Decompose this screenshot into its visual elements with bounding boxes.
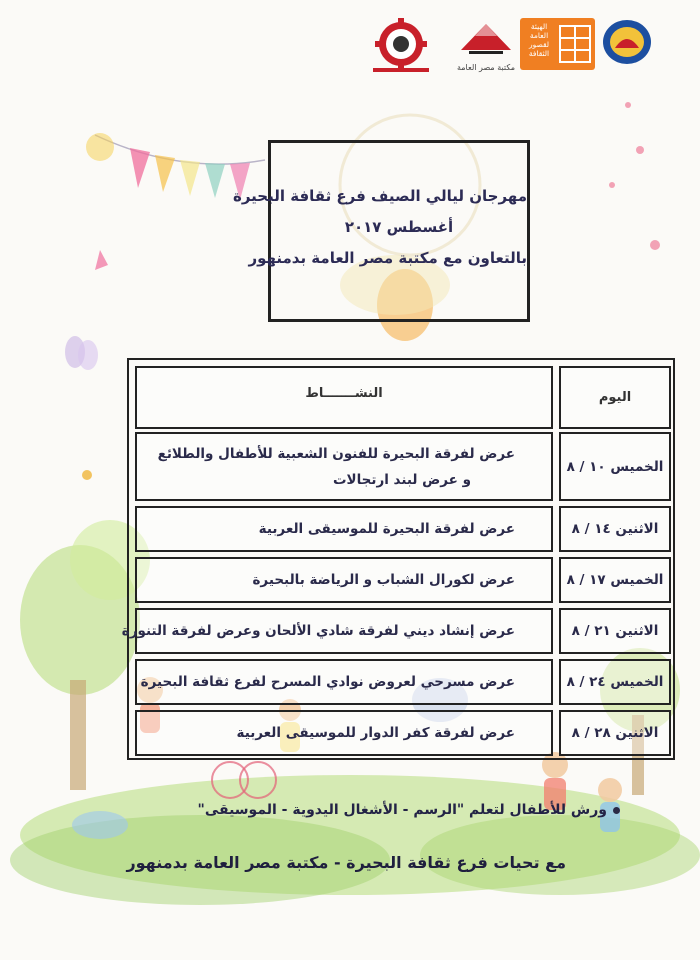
table-row [135,710,671,756]
workshops-text: ورش للأطفال لتعلم "الرسم - الأشغال اليدوية - الموسيقى" [197,802,607,818]
activity-text: عرض لفرقة البحيرة للفنون الشعبية للأطفال والطلائع [157,445,515,462]
activity-cell [135,710,553,756]
festival-partner: بالتعاون مع مكتبة مصر العامة بدمنهور [248,249,527,267]
day-text: الاثنين ١٤ / ٨ [571,521,659,537]
header-activity-label: النشـــــــاط [305,386,383,401]
bullet-icon [613,807,620,814]
activity-cell [135,506,553,552]
day-cell [559,557,671,603]
header-activity-cell [135,366,553,429]
culture-authority-logo [520,18,595,70]
day-text: الخميس ٢٤ / ٨ [566,674,664,690]
culture-authority-text: الهيئة العامة لقصور الثقافة [528,22,550,58]
table-row [135,557,671,603]
activity-text: عرض إنشاد ديني لفرقة شادي الألحان وعرض لفرقة التنورة [121,623,515,639]
governorate-emblem-logo [601,18,653,66]
gear-seal-logo [365,18,435,74]
greeting-line: مع تحيات فرع ثقافة البحيرة - مكتبة مصر العامة بدمنهور [126,853,566,872]
table-row [121,608,671,654]
building-icon [520,18,595,70]
day-cell [559,710,671,756]
table-row [135,506,671,552]
activity-cell [135,659,553,705]
day-text: الخميس ١٧ / ٨ [566,572,664,588]
day-text: الاثنين ٢١ / ٨ [571,623,659,639]
day-cell [559,659,671,705]
festival-title-box [232,140,530,322]
activity-text-line2: و عرض لبند ارتجالات [332,471,471,488]
table-header-row [135,366,671,429]
activity-text: عرض لفرقة كفر الدوار للموسيقى العربية [236,725,515,741]
library-logo-caption: مكتبة مصر العامة [456,63,516,72]
pyramid-icon [447,18,525,58]
schedule-table [121,358,675,760]
header-day-cell [559,366,671,429]
activity-cell [135,557,553,603]
workshops-note [197,802,620,818]
activity-text: عرض مسرحي لعروض نوادي المسرح لفرع ثقافة البحيرة [140,674,515,690]
activity-cell [121,608,553,654]
festival-title: مهرجان ليالي الصيف فرع ثقافة البحيرة [232,187,527,205]
activity-text: عرض لكورال الشباب و الرياضة بالبحيرة [252,572,515,588]
table-row [135,659,671,705]
logo-strip [365,18,655,74]
header-day-label: اليوم [598,390,632,405]
day-text: الاثنين ٢٨ / ٨ [571,725,659,741]
library-logo [447,18,525,74]
day-text: الخميس ١٠ / ٨ [566,458,664,475]
day-cell [559,432,671,501]
day-cell [559,608,671,654]
activity-text: عرض لفرقة البحيرة للموسيقى العربية [258,521,515,537]
day-cell [559,506,671,552]
activity-cell [135,432,553,501]
table-row [135,432,671,501]
festival-date: أغسطس ٢٠١٧ [344,218,454,236]
